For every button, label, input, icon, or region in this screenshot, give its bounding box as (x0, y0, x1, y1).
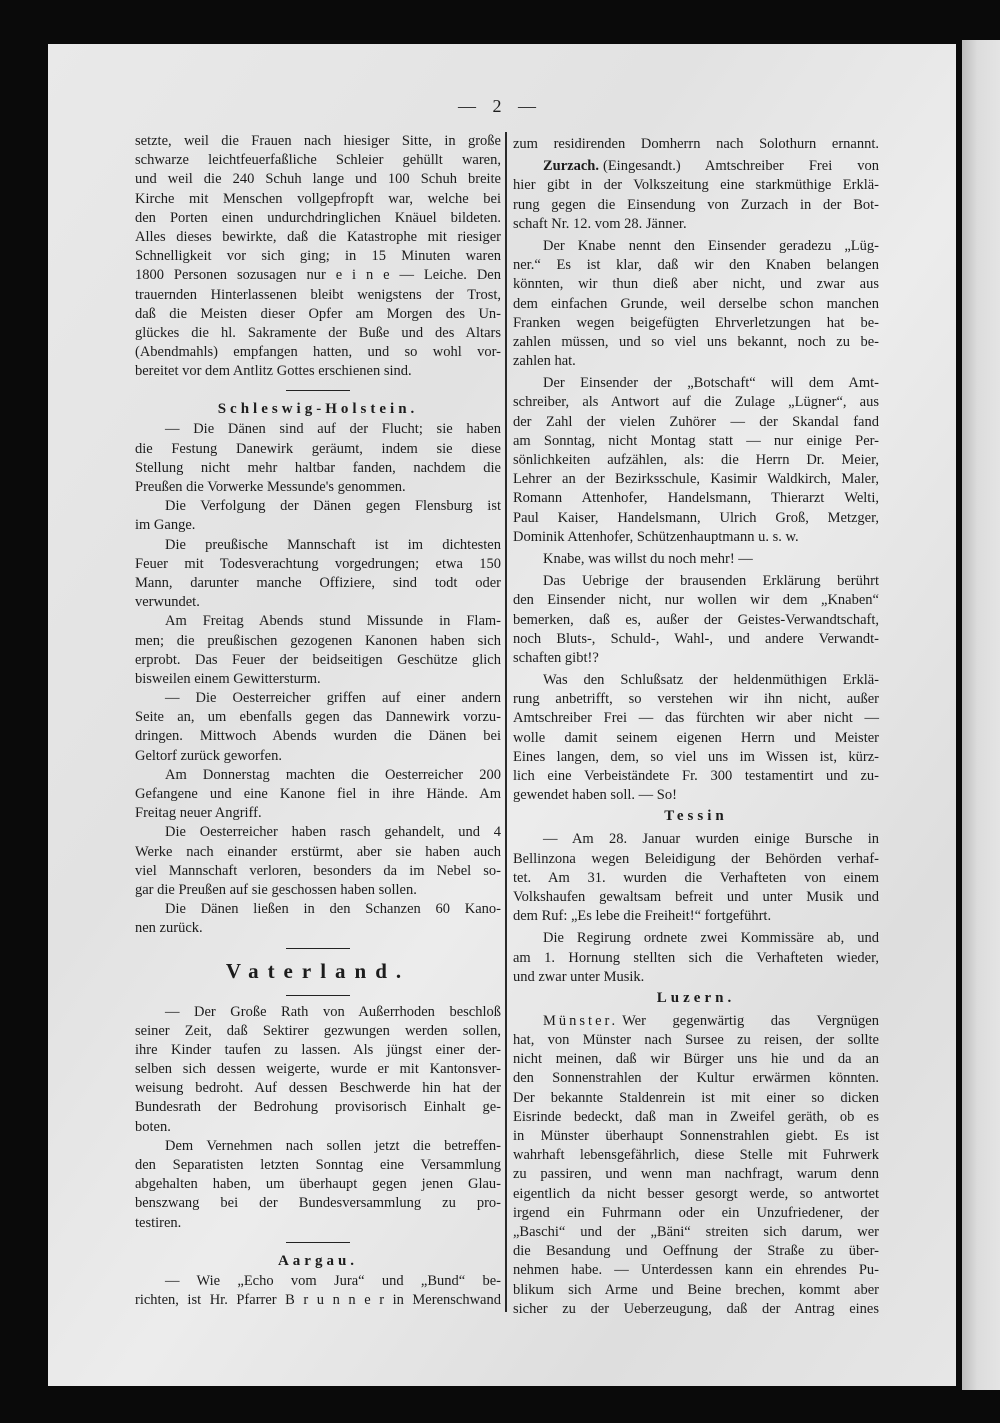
text-line: Alles dieses bewirkte, daß die Katastrophe mit riesiger (135, 228, 501, 245)
article-paragraph (135, 1272, 501, 1310)
text-line: viel Mannschaft verloren, besonders da im Nebel so- (135, 862, 501, 879)
text-line: rung anbetrifft, so verstehen wir ihn nicht, außer (513, 691, 879, 708)
text-line: Volkshaufen gewaltsam befreit und unter Musik und (513, 888, 879, 905)
text-line: tet. Am 31. wurden die Verhafteten von einem (513, 869, 879, 886)
text-line: bemerken, daß es, außer der Geistes-Verwandtschaft, (513, 611, 879, 628)
text-line: gar die Preußen auf sie geschossen haben sollen. (135, 881, 417, 898)
text-line: zu passiren, und wenn man nachfragt, warum denn (513, 1166, 879, 1183)
text-line: zahlen hat. (513, 353, 576, 370)
text-line: und zwar unter Musik. (513, 968, 645, 985)
section-heading: Tessin (664, 808, 728, 825)
text-line: — Am 28. Januar wurden einige Bursche in (543, 831, 879, 848)
article-paragraph (513, 237, 879, 371)
article-paragraph (513, 929, 879, 987)
text-line: bisweilen einem Gewittersturm. (135, 670, 321, 687)
article-paragraph (513, 1012, 879, 1319)
adjacent-page-edge (962, 40, 1000, 1390)
text-line (513, 1012, 879, 1031)
text-line: dringen. Mittwoch Abends wurden die Dänen bei (135, 728, 501, 745)
text-line: nicht meinen, daß wir Bürger uns hie und da an (513, 1051, 879, 1068)
text-line: Freitag neuer Angriff. (135, 805, 262, 822)
section-heading: Vaterland. (225, 958, 411, 983)
text-line: ner.“ Es ist klar, daß wir den Knaben belangen (513, 257, 879, 274)
text-line: glückes die hl. Sakramente der Buße und des Altars (135, 324, 501, 341)
text-line: verwundet. (135, 594, 200, 611)
text-line: Der Knabe nennt den Einsender geradezu „Lüg- (543, 237, 879, 254)
text-line: Die Verfolgung der Dänen gegen Flensburg ist (165, 498, 501, 515)
text-line: Lehrer an der Bezirksschule, Kasimir Waldkirch, Maler, (513, 471, 879, 488)
section-heading: Luzern. (656, 989, 736, 1006)
text-line: Die Oesterreicher haben rasch gehandelt, und 4 (165, 824, 501, 841)
page-number: — 2 — (458, 96, 542, 116)
text-line: und weil die 240 Schuh lange und 100 Schuh breite (135, 171, 501, 188)
text-line: Dominik Attenhofer, Schützenhauptmann u. s. w. (513, 528, 799, 545)
text-line: sicher zu der Ueberzeugung, daß der Antrag eines (513, 1300, 879, 1317)
text-line: nen zurück. (135, 920, 203, 937)
text-line: Eines langen, dem, so viel uns im Wissen ist, kürz- (513, 748, 879, 765)
text-line: Feuer mit Todesverachtung vorgedrungen; etwa 150 (135, 555, 501, 572)
text-line: Franken wegen beigefügten Ehrverletzungen hat be- (513, 314, 879, 331)
text-line: Schnelligkeit vor sich ging; in 15 Minuten waren (135, 248, 501, 265)
text-line: im Gange. (135, 517, 196, 534)
text-line: bereitet vor dem Antlitz Gottes erschienen sind. (135, 363, 412, 380)
article-paragraph (135, 689, 501, 766)
article-paragraph (135, 420, 501, 497)
text-line: Die preußische Mannschaft ist im dichtesten (165, 536, 501, 553)
text-line: benszwang bei der Bundesversammlung zu pro- (135, 1195, 501, 1212)
article-paragraph (135, 1003, 501, 1137)
article-paragraph (513, 572, 879, 668)
text-line: den Sonnenstrahlen der Kultur erwärmen könnten. (513, 1070, 879, 1087)
article-paragraph (513, 374, 879, 547)
article-paragraph (513, 671, 879, 805)
text-line: Paul Kaiser, Handelsmann, Ulrich Groß, Metzger, (513, 509, 879, 526)
text-line: boten. (135, 1118, 171, 1135)
text-line: Dem Vernehmen nach sollen jetzt die betreffen- (165, 1137, 501, 1154)
right-column (513, 132, 879, 1319)
text-line: sönlichkeiten aufzählen, als: die Herrn Dr. Meier, (513, 452, 879, 468)
text-line: abgehalten haben, um überhaupt gegen jenen Glau- (135, 1176, 501, 1193)
article-paragraph (135, 497, 501, 535)
article-paragraph (513, 830, 879, 926)
text-line: schreiber, als Antwort auf die Zulage „Lügner“, aus (513, 394, 879, 411)
text-line: — Wie „Echo vom Jura“ und „Bund“ be- (165, 1272, 501, 1289)
text-line: setzte, weil die Frauen nach hiesiger Sitte, in große (135, 133, 501, 149)
article-paragraph (513, 550, 879, 569)
text-line: lich eine Verbeiständete Fr. 300 testamentirt und zu- (513, 768, 879, 784)
text-line: men; die preußischen gezogenen Kanonen haben sich (135, 632, 501, 649)
text-line: weisung bedroht. Auf dessen Beschwerde hin hat der (135, 1080, 501, 1097)
text-line: testiren. (135, 1214, 182, 1231)
text-line: Kirche mit Menschen vollgepfropft war, welche bei (135, 190, 501, 207)
text-line: blikum sich Arme und Beine brechen, kommt aber (513, 1281, 879, 1298)
text-line: Eisrinde bedeckt, daß man in Zweifel geräth, ob es (513, 1108, 879, 1125)
article-paragraph (135, 536, 501, 613)
text-line: hat, von Münster nach Sursee zu reisen, der sollte (513, 1032, 879, 1049)
text-line: dem einfachen Grunde, weil derselbe schon manchen (513, 295, 879, 312)
text-line: den Porten einen undurchdringlichen Knäuel bildeten. (135, 209, 501, 226)
text-line: Geltorf zurück geworfen. (135, 747, 282, 764)
article-paragraph (513, 135, 879, 154)
text-line: wahrhaft lebensgefährlich, diese Stelle mit Fuhrwerk (513, 1147, 879, 1164)
text-line: den Einsender nicht, nur wollen wir dem „Knaben“ (513, 592, 879, 609)
text-line: Was den Schlußsatz der heldenmüthigen Erklä- (543, 672, 879, 689)
section-divider (286, 995, 350, 996)
text-line: nehmen habe. — Unterdessen kann ein ehrendes Pu- (513, 1262, 879, 1279)
text-line: (Abendmahls) empfangen hatten, und so wohl vor- (135, 344, 501, 361)
section-heading: Aargau. (277, 1252, 359, 1269)
text-line: zum residirenden Domherrn nach Solothurn ernannt. (513, 136, 879, 152)
text-line: „Baschi“ und der „Bäni“ streiten sich darum, wer (513, 1223, 879, 1240)
text-line: ihre Kinder taufen zu lassen. Als jüngst einer der- (135, 1041, 501, 1058)
text-line: zahlen müssen, und so viel uns bekannt, noch zu be- (513, 333, 879, 350)
text-line: schaften gibt!? (513, 649, 599, 666)
line-text: Wer gegenwärtig das Vergnügen (622, 1012, 879, 1029)
text-line: seiner Zeit, daß Sektirer gezwungen werden sollen, (135, 1022, 501, 1039)
left-column (135, 132, 501, 1310)
text-line: — Der Große Rath von Außerrhoden beschloß (165, 1003, 501, 1020)
article-paragraph (135, 132, 501, 381)
text-line: irgend ein Fuhrmann oder ein Unzufriedener, der (513, 1204, 879, 1221)
text-line: Knabe, was willst du noch mehr! — (543, 550, 753, 567)
column-divider (505, 132, 507, 1312)
text-line: selben sich dessen weigerte, wurde er mit Kantonsver- (135, 1061, 501, 1078)
text-line: Mann, darunter manche Offiziere, sind todt oder (135, 574, 501, 591)
text-line: schaft Nr. 12. vom 28. Jänner. (513, 215, 687, 232)
text-line: den Separatisten letzten Sonntag eine Versammlung (135, 1157, 501, 1173)
section-heading: Schleswig-Holstein. (217, 401, 419, 418)
section-divider (286, 948, 350, 949)
text-line: der Zahl der vielen Zuhörer — der Skandal fand (513, 413, 879, 430)
text-line: Bundesrath der Bedrohung provisorisch Einhalt ge- (135, 1099, 501, 1116)
article-paragraph (135, 1137, 501, 1233)
section-divider (286, 390, 350, 391)
text-line: am 1. Hornung stellten sich die Verhafteten wieder, (513, 949, 879, 966)
text-line: Am Donnerstag machten die Oesterreicher 200 (165, 766, 501, 783)
text-line: Die Regirung ordnete zwei Kommissäre ab, und (543, 930, 879, 947)
text-line: Das Uebrige der brausenden Erklärung berührt (543, 573, 879, 590)
text-line: die Festung Danewirk geräumt, indem sie diese (135, 440, 501, 457)
text-line: — Die Oesterreicher griffen auf einer andern (165, 690, 501, 707)
text-line: Am Freitag Abends stund Missunde in Flam- (165, 613, 501, 630)
text-line: die Besandung und Oeffnung der Straße zu über- (513, 1243, 879, 1260)
text-line: erprobt. Das Feuer der beidseitigen Geschütze glich (135, 651, 501, 668)
line-text: (Eingesandt.) Amtschreiber Frei von (602, 158, 879, 175)
text-line: dem Ruf: „Es lebe die Freiheit!“ fortgeführt. (513, 908, 772, 925)
text-line: könnten, wir thun dieß aber nicht, und zwar aus (513, 276, 879, 293)
article-paragraph (135, 612, 501, 689)
text-line: Amtschreiber Frei — das fürchten wir aber nicht — (513, 710, 879, 727)
text-line: noch Bluts-, Schuld-, Wahl-, und andere Verwandt- (513, 630, 879, 647)
text-line: am Sonntag, nicht Montag statt — nur einige Per- (513, 432, 879, 449)
text-line: Bellinzona wegen Beleidigung der Behörden verhaf- (513, 850, 879, 867)
text-line: Die Dänen ließen in den Schanzen 60 Kano- (165, 901, 501, 918)
text-line: eigentlich da nicht besser gesorgt werde, so antwortet (513, 1185, 879, 1202)
text-line: Gefangene und eine Kanone fiel in ihre Hände. Am (135, 786, 501, 802)
text-line: Der bekannte Staldenrein ist mit einer so dicken (513, 1089, 879, 1106)
text-line: in Münster überhaupt Sonnenstrahlen giebt. Es ist (513, 1128, 879, 1144)
text-line: rung gegen die Einsendung von Zurzach in der Bot- (513, 196, 879, 213)
text-line: hier gibt in der Volkszeitung eine starkmüthige Erklä- (513, 177, 879, 194)
article-paragraph (135, 900, 501, 938)
article-paragraph (513, 157, 879, 234)
paragraph-lead: Münster. (543, 1012, 619, 1029)
text-line: Romann Attenhofer, Handelsmann, Thierarzt Welti, (513, 490, 879, 507)
text-line: trauernden Hinterlassenen bleibt wenigstens der Trost, (135, 286, 501, 303)
text-line: Preußen die Vorwerke Messunde's genommen. (135, 479, 406, 495)
section-divider (286, 1242, 350, 1243)
text-line: Stellung nicht mehr haltbar fanden, nachdem die (135, 459, 501, 476)
article-paragraph (135, 823, 501, 900)
text-line: Werke nach einander erstürmt, aber sie haben auch (135, 843, 501, 860)
text-line: Seite an, um ebenfalls gegen das Dannewirk vorzu- (135, 709, 501, 726)
article-paragraph (135, 766, 501, 824)
text-line: wolle damit seinem eigenen Herrn und Meister (513, 729, 879, 746)
text-line: 1800 Personen sozusagen nur e i n e — Leiche. Den (135, 267, 501, 284)
text-line: gewendet haben soll. — So! (513, 787, 677, 804)
text-line: daß die Meisten dieser Opfer am Morgen des Un- (135, 305, 501, 322)
text-line: Der Einsender der „Botschaft“ will dem Amt- (543, 375, 879, 392)
text-line: richten, ist Hr. Pfarrer B r u n n e r in Merenschwand (135, 1291, 501, 1308)
text-line: schwarze leichtfeuerfaßliche Schleier gehüllt waren, (135, 152, 501, 169)
text-line: — Die Dänen sind auf der Flucht; sie haben (165, 421, 501, 438)
paragraph-lead: Zurzach. (543, 158, 599, 175)
text-line (513, 157, 879, 176)
